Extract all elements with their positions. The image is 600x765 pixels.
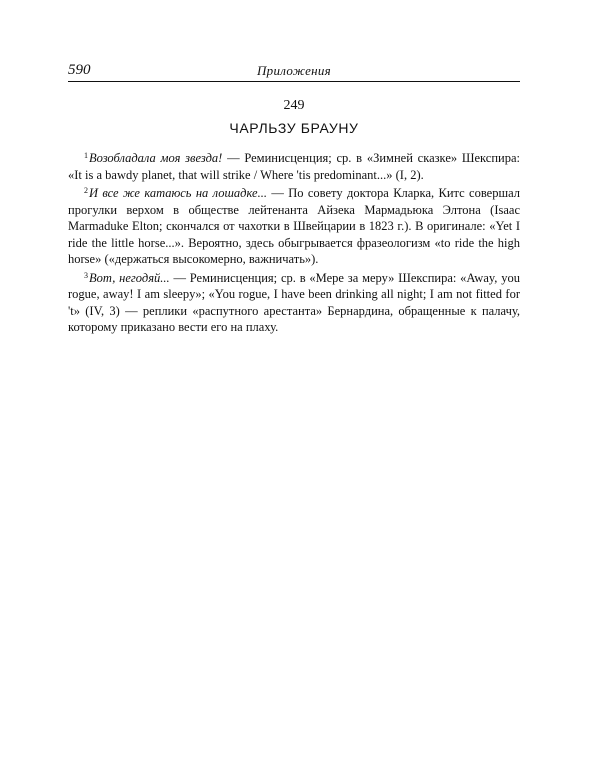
note-3 xyxy=(68,268,520,336)
note-quote: Вот, негодяй... xyxy=(89,270,170,285)
note-2 xyxy=(68,183,520,268)
note-text: — Реминисценция; ср. в «Зимней сказке» Шекспира: «It is a bawdy planet, that will strike / Where 'tis predominant...» (I, 2). xyxy=(68,151,520,182)
note-text: — Реминисценция; ср. в «Мере за меру» Шекспира: «Away, you rogue, away! I am sleepy»; «You rogue, I have been drinking all night; I am not fitted for 't» (IV, 3) — реплики «распутного арестанта» Бернардина, обращенные к палачу, которому приказано вести его на плаху. xyxy=(68,270,520,334)
page-number: 590 xyxy=(68,62,91,78)
notes-section xyxy=(68,148,520,336)
note-marker: 2 xyxy=(84,186,88,195)
page-header xyxy=(68,59,520,82)
note-marker: 3 xyxy=(84,270,88,280)
note-marker: 1 xyxy=(84,151,88,160)
letter-title: ЧАРЛЬЗУ БРАУНУ xyxy=(229,120,359,136)
note-quote: Возобладала моя звезда! xyxy=(89,151,223,165)
note-quote: И все же катаюсь на лошадке... xyxy=(89,186,267,200)
note-text: — По совету доктора Кларка, Китс совершал прогулки верхом в обществе лейтенанта Айзека Мармадьюка Элтона (Isaac Marmaduke Elton; скончался от чахотки в Швейцарии в 1823 г.). В оригинале: «Yet I ride the little horse...». Вероятно, здесь обыгрывается фразеологизм «to ride the high horse» («держаться высокомерно, важничать»). xyxy=(68,186,520,266)
running-head: Приложения xyxy=(256,63,332,78)
letter-number: 249 xyxy=(283,98,305,113)
note-1 xyxy=(68,148,520,183)
